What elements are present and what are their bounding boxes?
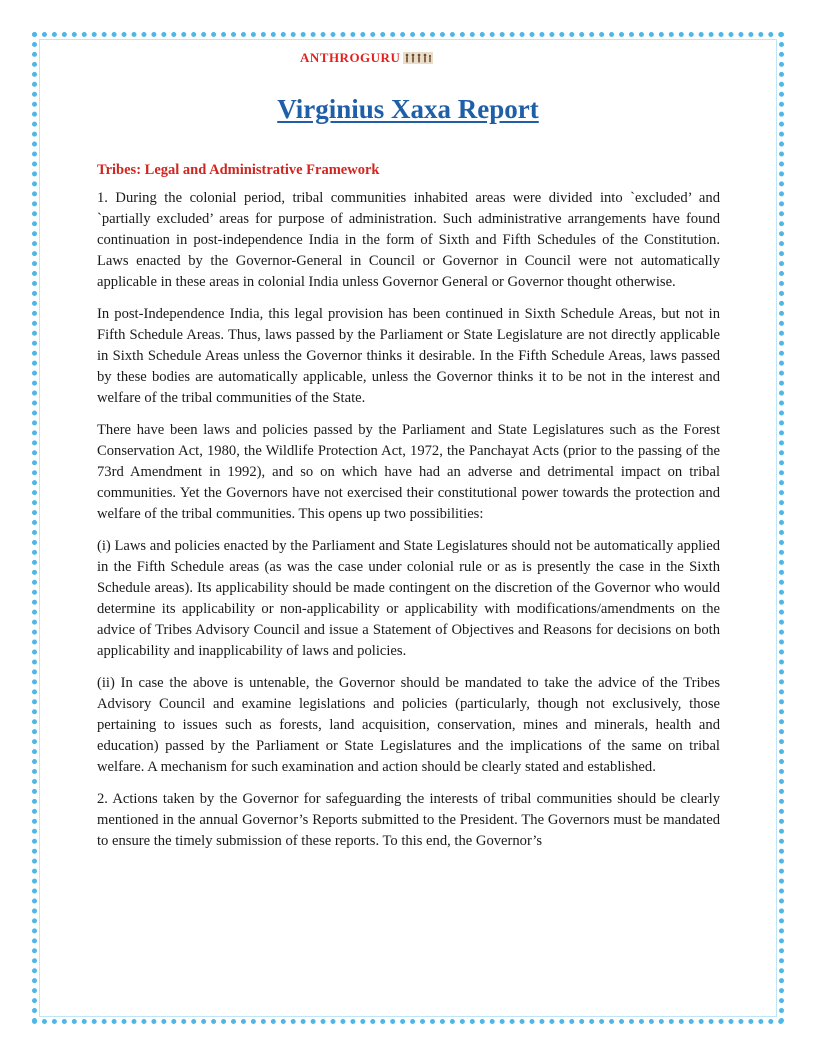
paragraph: In post-Independence India, this legal provision has been continued in Sixth Schedule Areas, but not in Fifth Schedule Areas. Thus, laws passed by the Parliament or State Legislature are not directly applicable in Sixth Schedule Areas unless the Governor thinks it desirable. In the Fifth Schedule Areas, laws passed by these bodies are automatically applicable, unless the Governor thinks it to be not in the interest and welfare of the tribal communities of the State.	[97, 306, 720, 406]
page-title: Virginius Xaxa Report	[277, 94, 539, 124]
paragraph: There have been laws and policies passed by the Parliament and State Legislatures such as the Forest Conservation Act, 1980, the Wildlife Protection Act, 1972, the Panchayat Acts (prior to the passing of the 73rd Amendment in 1992), and so on which have had an adverse and detrimental impact on tribal communities. Yet the Governors have not exercised their constitutional power towards the protection and welfare of the tribal communities. This opens up two possibilities:	[97, 422, 720, 522]
paragraph: (i) Laws and policies enacted by the Parliament and State Legislatures should not be automatically applied in the Fifth Schedule areas (as was the case under colonial rule or as is presently the case in the Sixth Schedule areas). Its applicability should be made contingent on the discretion of the Governor who would determine its applicability or non-applicability or applicability with modifications/amendments on the advice of Tribes Advisory Council and issue a Statement of Objectives and Reasons for decisions on both applicability and inapplicability of laws and policies.	[97, 538, 720, 659]
header-brand	[300, 50, 433, 66]
paragraph: (ii) In case the above is untenable, the Governor should be mandated to take the advice of the Tribes Advisory Council and examine legislations and policies (particularly, though not exclusively, those pertaining to issues such as forests, land acquisition, conservation, mines and minerals, health and education) passed by the Parliament or State Legislatures and the implications of the same on tribal welfare. A mechanism for such examination and action should be clearly stated and established.	[97, 675, 720, 775]
tribal-figures-logo-icon	[403, 52, 433, 64]
brand-name: ANTHROGURU	[300, 50, 401, 65]
document-body	[97, 188, 720, 863]
paragraph: 1. During the colonial period, tribal communities inhabited areas were divided into `excluded’ and `partially excluded’ areas for purpose of administration. Such administrative arrangements have found continuation in post-independence India in the form of Sixth and Fifth Schedules of the Constitution. Laws enacted by the Governor-General in Council or Governor in Council were not automatically applicable in these areas in colonial India unless Governor General or Governor thought otherwise.	[97, 190, 720, 290]
paragraph: 2. Actions taken by the Governor for safeguarding the interests of tribal communities should be clearly mentioned in the annual Governor’s Reports submitted to the President. The Governors must be mandated to ensure the timely submission of these reports. To this end, the Governor’s	[97, 791, 720, 849]
section-heading: Tribes: Legal and Administrative Framework	[97, 162, 380, 178]
